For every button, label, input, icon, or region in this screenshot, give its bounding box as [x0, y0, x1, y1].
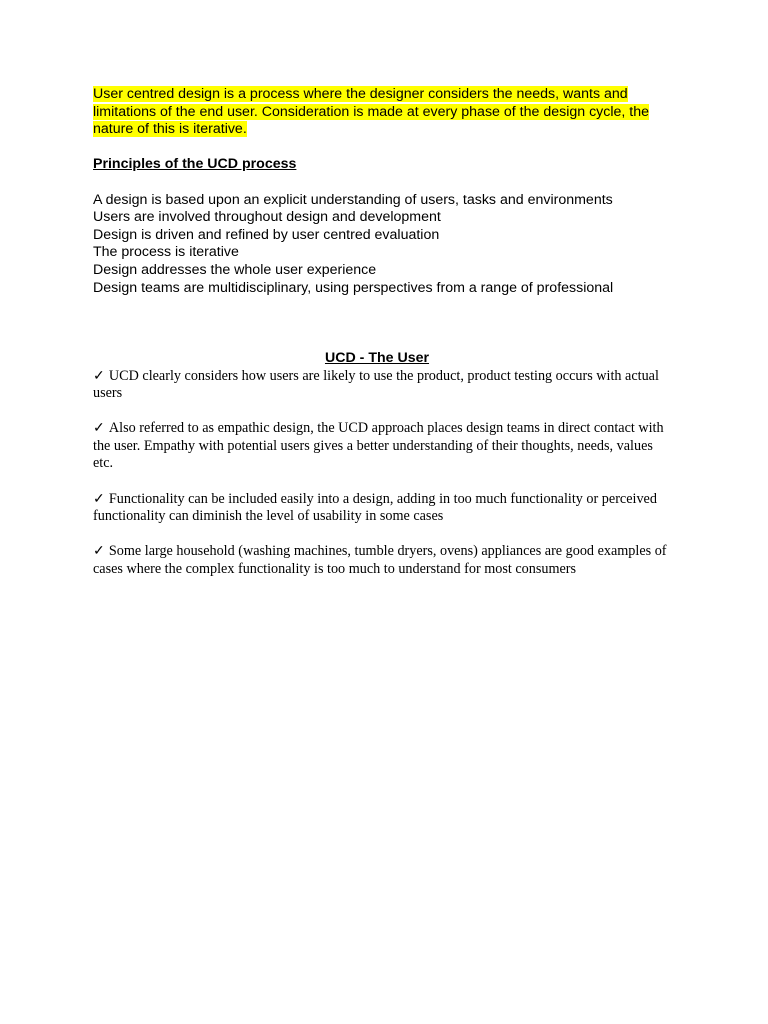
ucd-point [93, 420, 673, 473]
ucd-point [93, 368, 673, 403]
intro-highlighted-text: User centred design is a process where the designer considers the needs, wants and limitations of the end user. Consideration is made at every phase of the design cycle, the nature of this is iterative. [93, 86, 649, 138]
principle-item: A design is based upon an explicit understanding of users, tasks and environments [93, 191, 613, 208]
checkmark-icon: ✓ [93, 420, 105, 437]
principle-item: Design is driven and refined by user centred evaluation [93, 226, 440, 243]
ucd-point-text: Functionality can be included easily into a design, adding in too much functionality or perceived functionality can diminish the level of usability in some cases [93, 490, 657, 525]
principle-item: Design addresses the whole user experience [93, 261, 377, 278]
ucd-point [93, 491, 673, 526]
ucd-point [93, 543, 673, 578]
principles-list [93, 192, 673, 298]
document-page [93, 86, 673, 596]
checkmark-icon: ✓ [93, 367, 105, 384]
ucd-point-text: Also referred to as empathic design, the UCD approach places design teams in direct contact with the user. Empathy with potential users gives a better understanding of their thoughts, needs, values etc. [93, 420, 664, 472]
principle-item: Design teams are multidisciplinary, using perspectives from a range of professional [93, 279, 614, 296]
principles-heading: Principles of the UCD process [93, 156, 297, 173]
checkmark-icon: ✓ [93, 490, 105, 507]
principle-item: Users are involved throughout design and development [93, 209, 441, 226]
ucd-point-text: Some large household (washing machines, tumble dryers, ovens) appliances are good examples of cases where the complex functionality is too much to understand for most consumers [93, 543, 667, 578]
principle-item: The process is iterative [93, 244, 239, 261]
checkmark-icon: ✓ [93, 543, 105, 560]
ucd-user-points [93, 368, 673, 579]
intro-paragraph [93, 86, 663, 139]
ucd-user-heading: UCD - The User [324, 349, 430, 366]
ucd-point-text: UCD clearly considers how users are likely to use the product, product testing occurs with actual users [93, 367, 659, 402]
